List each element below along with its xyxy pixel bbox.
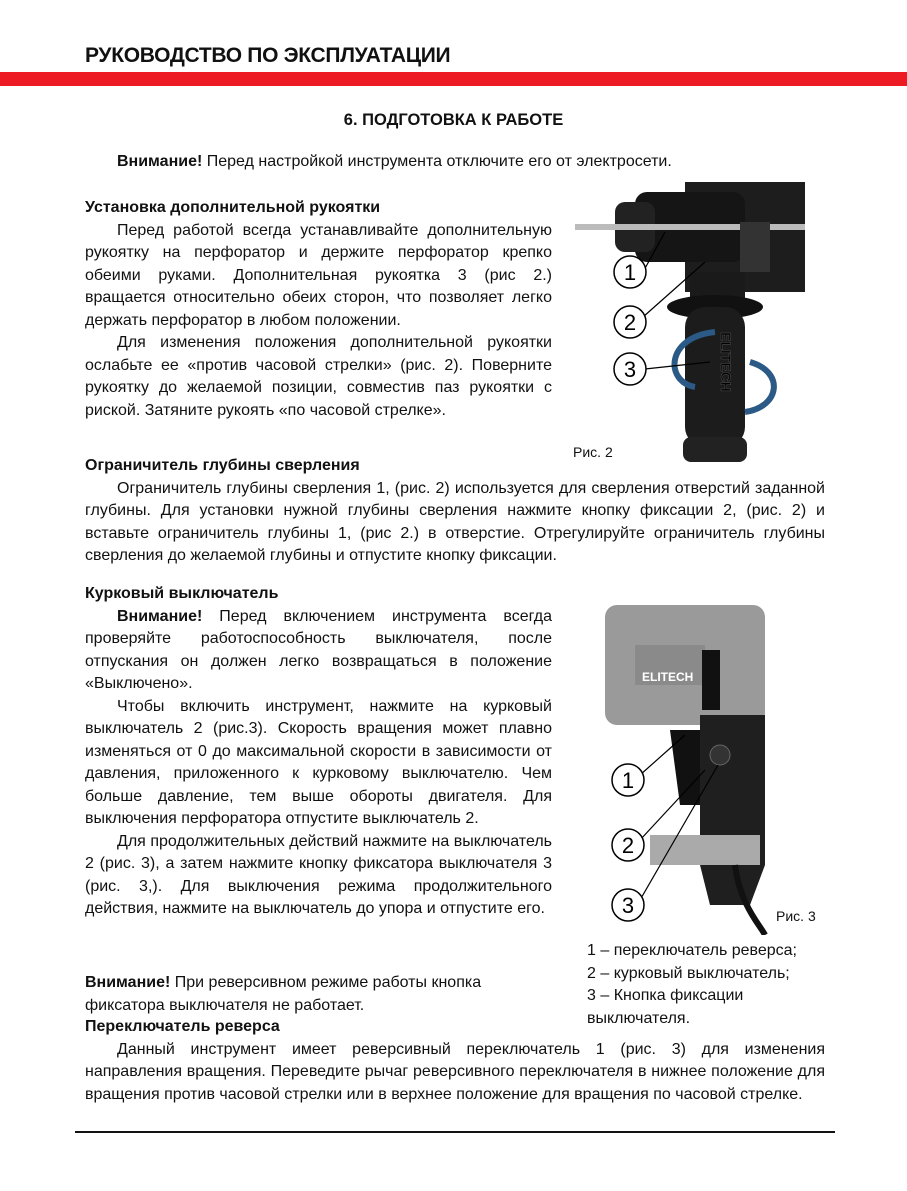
reverse-warning-text: При реверсивном режиме работы кнопка фиксатора выключателя не работает. (85, 974, 482, 1014)
warning-text: Перед настройкой инструмента отключите его от электросети. (202, 153, 672, 170)
fig2-logo: ELITECH (718, 332, 734, 392)
fig3-logo: ELITECH (642, 670, 694, 684)
section-title: 6. ПОДГОТОВКА К РАБОТЕ (343, 111, 564, 129)
reverse-heading: Переключатель реверса (85, 1018, 280, 1035)
legend-item: 2 – курковый выключатель; (587, 964, 790, 982)
fig2-label-2: 2 (623, 310, 637, 335)
handle-heading: Установка дополнительной рукоятки (85, 199, 381, 216)
trigger-warning-text: Перед включением инструмента всегда проверяйте работоспособность выключателя, после отпускания он должен легко возвращаться в положение «Выключено». (85, 607, 552, 692)
fig3-label-1: 1 (621, 768, 635, 793)
reverse-warning (85, 972, 545, 1017)
fig2-label-3: 3 (623, 357, 637, 382)
fig3-legend (587, 940, 827, 1030)
header-red-bar (0, 72, 907, 86)
handle-section (85, 197, 552, 422)
fig2-drill-handle-image (575, 182, 805, 472)
fig3-label-2: 2 (621, 833, 635, 858)
running-header: РУКОВОДСТВО ПО ЭКСПЛУАТАЦИИ (85, 44, 451, 67)
trigger-heading: Курковый выключатель (85, 585, 279, 602)
trigger-warning-label: Внимание! (117, 607, 203, 625)
trigger-p3: Для продолжительных действий нажмите на выключатель 2 (рис. 3), а затем нажмите кнопку фиксатора выключателя 3 (рис. 3,). Для выключения режима продолжительного действия, нажмите на выключатель до упора и отпустите его. (85, 832, 552, 917)
trigger-p2: Чтобы включить инструмент, нажмите на курковый выключатель 2 (рис.3). Скорость вращения может плавно изменяться от 0 до максимальной скорости в зависимости от давления, приложенного к курковому выключателю. Чем больше давление, тем выше обороты двигателя. Для выключения перфоратора отпустите выключатель 2. (85, 697, 552, 827)
reverse-warning-label: Внимание! (85, 974, 171, 991)
fig3-caption: Рис. 3 (776, 908, 816, 924)
fig3-drill-trigger-image (590, 605, 770, 935)
reverse-p1: Данный инструмент имеет реверсивный переключатель 1 (рис. 3) для изменения направления вращения. Переведите рычаг реверсивного переключателя в нижнее положение для вращения против часовой стрелки или в верхнее положение для вращения по часовой стрелке. (85, 1040, 825, 1103)
fig2-caption: Рис. 2 (573, 444, 613, 460)
warning-label: Внимание! (117, 153, 203, 170)
fig2-label-1: 1 (623, 260, 637, 285)
handle-p1: Перед работой всегда устанавливайте дополнительную рукоятку на перфоратор и держите перфоратор крепко обеими руками. Дополнительная рукоятка 3 (рис 2.) вращается относительно обеих сторон, что позволяет легко держать перфоратор в любом положении. (85, 221, 552, 329)
legend-item: 3 – Кнопка фиксации выключателя. (587, 987, 744, 1027)
trigger-section (85, 583, 552, 921)
legend-item: 1 – переключатель реверса; (587, 942, 797, 959)
fig3-label-3: 3 (621, 893, 635, 918)
depth-section (85, 455, 825, 568)
warning-top (85, 151, 825, 174)
depth-p1: Ограничитель глубины сверления 1, (рис. 2) используется для сверления отверстий заданной глубины. Для установки нужной глубины сверления нажмите кнопку фиксации 2, (рис. 2) и вставьте ограничитель глубины 1, (рис 2.) в отверстие. Отрегулируйте ограничитель глубины сверления до желаемой глубины и отпустите кнопку фиксации. (85, 479, 825, 564)
handle-p2: Для изменения положения дополнительной рукоятки ослабьте ее «против часовой стрелки» (рис. 2). Поверните рукоятку до желаемой позиции, совместив паз рукоятки с риской. Затяните рукоять «по часовой стрелке». (85, 334, 552, 419)
footer-rule (75, 1131, 835, 1133)
depth-heading: Ограничитель глубины сверления (85, 457, 360, 474)
